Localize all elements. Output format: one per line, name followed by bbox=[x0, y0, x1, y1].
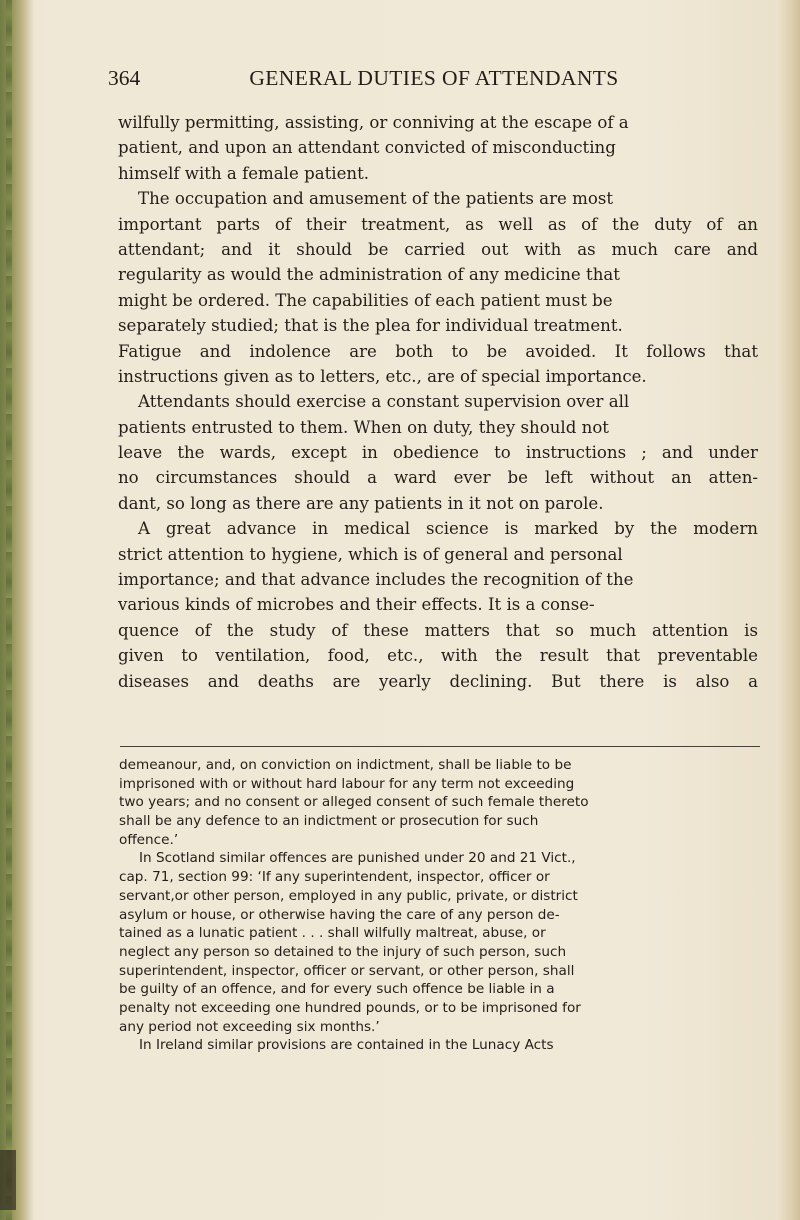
body-text-line: important parts of their treatment, as well as of the duty of an bbox=[118, 214, 758, 234]
body-text-line: various kinds of microbes and their effects. It is a conse- bbox=[118, 595, 595, 615]
body-text-line: leave the wards, except in obedience to instructions ; and under bbox=[118, 443, 758, 463]
footnote-line: cap. 71, section 99: ‘If any superintendent, inspector, officer or bbox=[119, 869, 550, 886]
footnote-line: offence.’ bbox=[119, 831, 179, 848]
page-number: 364 bbox=[108, 66, 141, 90]
body-text-line: separately studied; that is the plea for individual treatment. bbox=[118, 316, 623, 336]
running-header bbox=[108, 66, 760, 92]
footnote-line: two years; and no consent or alleged consent of such female thereto bbox=[119, 794, 589, 811]
footnote-line: shall be any defence to an indictment or prosecution for such bbox=[119, 813, 539, 830]
footnote-line: superintendent, inspector, officer or servant, or other person, shall bbox=[119, 962, 575, 979]
main-text bbox=[118, 110, 758, 694]
body-text-line: patients entrusted to them. When on duty, they should not bbox=[118, 417, 609, 437]
footnote-line: any period not exceeding six months.’ bbox=[119, 1018, 380, 1035]
body-text-line: diseases and deaths are yearly declining. But there is also a bbox=[118, 671, 758, 691]
binding-shadow bbox=[0, 1150, 16, 1210]
footnote-line: tained as a lunatic patient . . . shall wilfully maltreat, abuse, or bbox=[119, 925, 546, 942]
body-text-line: strict attention to hygiene, which is of general and personal bbox=[118, 544, 623, 564]
body-text-line: might be ordered. The capabilities of each patient must be bbox=[118, 290, 613, 310]
footnote-line: be guilty of an offence, and for every such offence be liable in a bbox=[119, 981, 555, 998]
footnote-line: imprisoned with or without hard labour for any term not exceeding bbox=[119, 775, 575, 792]
footnote-line: In Scotland similar offences are punished under 20 and 21 Vict., bbox=[139, 850, 576, 867]
footnote-line: demeanour, and, on conviction on indictment, shall be liable to be bbox=[119, 757, 572, 773]
body-text-line: no circumstances should a ward ever be left without an atten- bbox=[118, 468, 758, 488]
footnote-line: In Ireland similar provisions are contained in the Lunacy Acts bbox=[139, 1037, 554, 1054]
body-text-line: regularity as would the administration of any medicine that bbox=[118, 265, 620, 285]
book-binding-edge bbox=[0, 0, 34, 1220]
body-text-line: himself with a female patient. bbox=[118, 163, 370, 183]
body-text-line: Attendants should exercise a constant supervision over all bbox=[138, 392, 630, 412]
page-edge-shadow bbox=[778, 0, 800, 1220]
body-text-line: wilfully permitting, assisting, or conniving at the escape of a bbox=[118, 113, 629, 132]
body-text-line: patient, and upon an attendant convicted of misconducting bbox=[118, 138, 616, 158]
body-text-line: importance; and that advance includes the recognition of the bbox=[118, 570, 634, 590]
footnote-line: penalty not exceeding one hundred pounds, or to be imprisoned for bbox=[119, 999, 581, 1016]
running-title: GENERAL DUTIES OF ATTENDANTS bbox=[249, 66, 619, 90]
body-text-line: attendant; and it should be carried out with as much care and bbox=[118, 239, 758, 259]
footnote-divider bbox=[120, 746, 760, 747]
body-text-line: A great advance in medical science is marked by the modern bbox=[138, 519, 758, 539]
body-text-line: instructions given as to letters, etc., are of special importance. bbox=[118, 366, 647, 386]
binding-cloth-texture bbox=[6, 0, 12, 1220]
footnote-line: asylum or house, or otherwise having the care of any person de- bbox=[119, 906, 560, 923]
body-text-line: quence of the study of these matters that so much attention is bbox=[118, 620, 758, 640]
footnote-text bbox=[119, 756, 759, 1055]
body-text-line: dant, so long as there are any patients in it not on parole. bbox=[118, 493, 604, 513]
body-text-line: Fatigue and indolence are both to be avoided. It follows that bbox=[118, 341, 758, 361]
body-text-line: The occupation and amusement of the patients are most bbox=[138, 189, 614, 209]
body-text-line: given to ventilation, food, etc., with the result that preventable bbox=[118, 646, 758, 666]
footnote-line: servant,or other person, employed in any public, private, or district bbox=[119, 887, 578, 904]
footnote-line: neglect any person so detained to the injury of such person, such bbox=[119, 943, 567, 960]
